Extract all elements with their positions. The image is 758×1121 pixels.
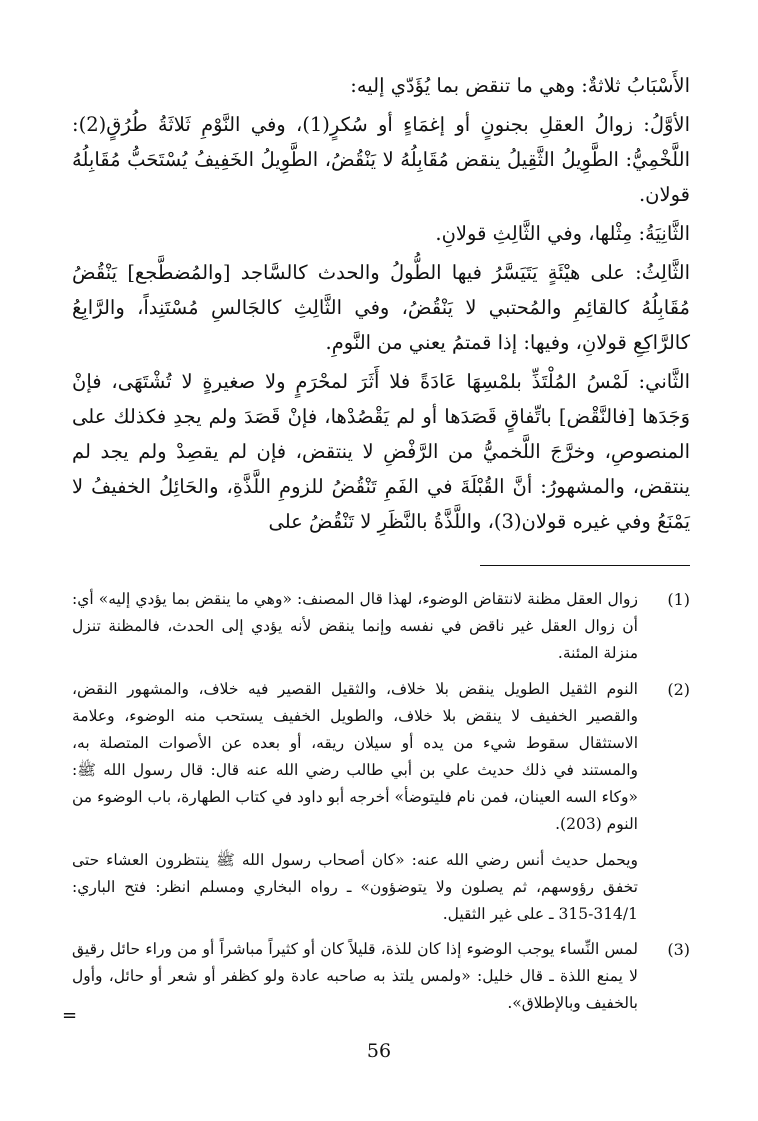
main-paragraph: الثَّاني: لَمْسُ المُلْتَذِّ بلمْسِهَا عَادَةً فلا أَثَرَ لمحْرَمٍ ولا صغيرةٍ لا تُشْتَهَى، فإنْ وَجَدَها [فالنَّقْض] باتِّفاقٍ قَصَدَها أو لم يَقْصُدْها، فإنْ قَصَدَ ولم يجدِ فكذلك على المنصوصِ، وخرَّجَ اللَّخميُّ من الرَّفْضِ لا ينتقض، فإن لم يقصِدْ ولم يجد لم ينتقض، والمشهورُ: أنَّ القُبْلَةَ في الفَمِ تَنْقُضُ للزومِ اللَّذَّةِ، والحَائِلُ الخفيفُ لا يَمْنَعُ وفي غيره قولان(3)، واللَّذَّةُ بالنَّظَرِ لا تَنْقُضُ على xyxy=(72,370,690,533)
main-paragraph: الأوَّلُ: زوالُ العقلِ بجنونٍ أو إغمَاءٍ أو سُكرٍ(1)، وفي النَّوْمِ ثَلاثَةُ طُرُقٍ(2): اللَّخْمِيُّ: الطَّوِيلُ الثَّقِيلُ ينقض مُقَابِلُهُ لا يَنْقُضُ، الطَّوِيلُ الخَفِيفُ يُسْتَحَبُّ مُقَابِلُهُ قولان. xyxy=(72,113,690,206)
footnote-number: (2) xyxy=(667,680,690,699)
continuation-mark: = xyxy=(62,1005,78,1026)
footnote xyxy=(72,676,690,838)
footnotes xyxy=(72,586,690,1017)
footnote-continuation: ويحمل حديث أنس رضي الله عنه: «كان أصحاب رسول الله ﷺ ينتظرون العشاء حتى تخفق رؤوسهم، ثم يصلون ولا يتوضؤون» ـ رواه البخاري ومسلم انظر: فتح الباري: 314/1-315 ـ على غير الثقيل. xyxy=(72,851,638,923)
footnote-text: النوم الثقيل الطويل ينقض بلا خلاف، والثقيل القصير فيه خلاف، والمشهور النقض، والقصير الخفيف لا ينقض بلا خلاف، والطويل الخفيف يستحب منه الوضوء، وعلامة الاستثقال سقوط شيء من يده أو سيلان ريقه، أو بعده عن الأصوات المتصلة به، والمستند في ذلك حديث علي بن أبي طالب رضي الله عنه قال: قال رسول الله ﷺ: «وكاء السه العينان، فمن نام فليتوضأ» أخرجه أبو داود في كتاب الطهارة، باب الوضوء من النوم (203). xyxy=(72,680,639,833)
footnote-separator xyxy=(480,565,690,566)
footnote-number: (1) xyxy=(667,590,690,609)
page-number: 56 xyxy=(366,1040,392,1062)
main-paragraph: الأَسْبَابُ ثلاثةٌ: وهي ما تنقض بما يُؤَدّي إليه: xyxy=(350,74,690,97)
footnote xyxy=(72,586,690,667)
footnote-number: (3) xyxy=(667,940,690,959)
footnote-text: لمس النِّساء يوجب الوضوء إذا كان للذة، قليلاً كان أو كثيراً مباشراً أو من وراء حائل رقيق لا يمنع اللذة ـ قال خليل: «ولمس يلتذ به صاحبه عادة ولو كظفر أو شعر أو حائل، وأول بالخفيف وبالإطلاق». xyxy=(72,940,638,1012)
footnote-text: زوال العقل مظنة لانتقاض الوضوء، لهذا قال المصنف: «وهي ما ينقض بما يؤدي إليه» أي: أن زوال العقل غير ناقض في نفسه وإنما ينقض لأنه يؤدي إلى الحدث، فالمظنة تنزل منزلة المئنة. xyxy=(72,590,638,662)
footnote xyxy=(72,936,690,1017)
main-paragraph: الثَّانِيَةُ: مِثْلها، وفي الثَّالِثِ قولانِ. xyxy=(435,222,690,245)
main-text xyxy=(72,68,690,539)
page-content xyxy=(72,68,690,1026)
main-paragraph: الثَّالِثُ: على هيْئَةٍ يَتَيَسَّرُ فيها الطُّولُ والحدث كالسَّاجد [والمُضطَّجع] يَنْقُضُ مُقَابِلُهُ كالقائِمِ والمُحتبي لا يَنْقُضُ، وفي الثَّالِثِ كالجَالسِ مُسْتَنِداً، والرَّابِعُ كالرَّاكِعِ قولانِ، وفيها: إذا قمتمُ يعني من النَّومِ. xyxy=(72,261,690,354)
